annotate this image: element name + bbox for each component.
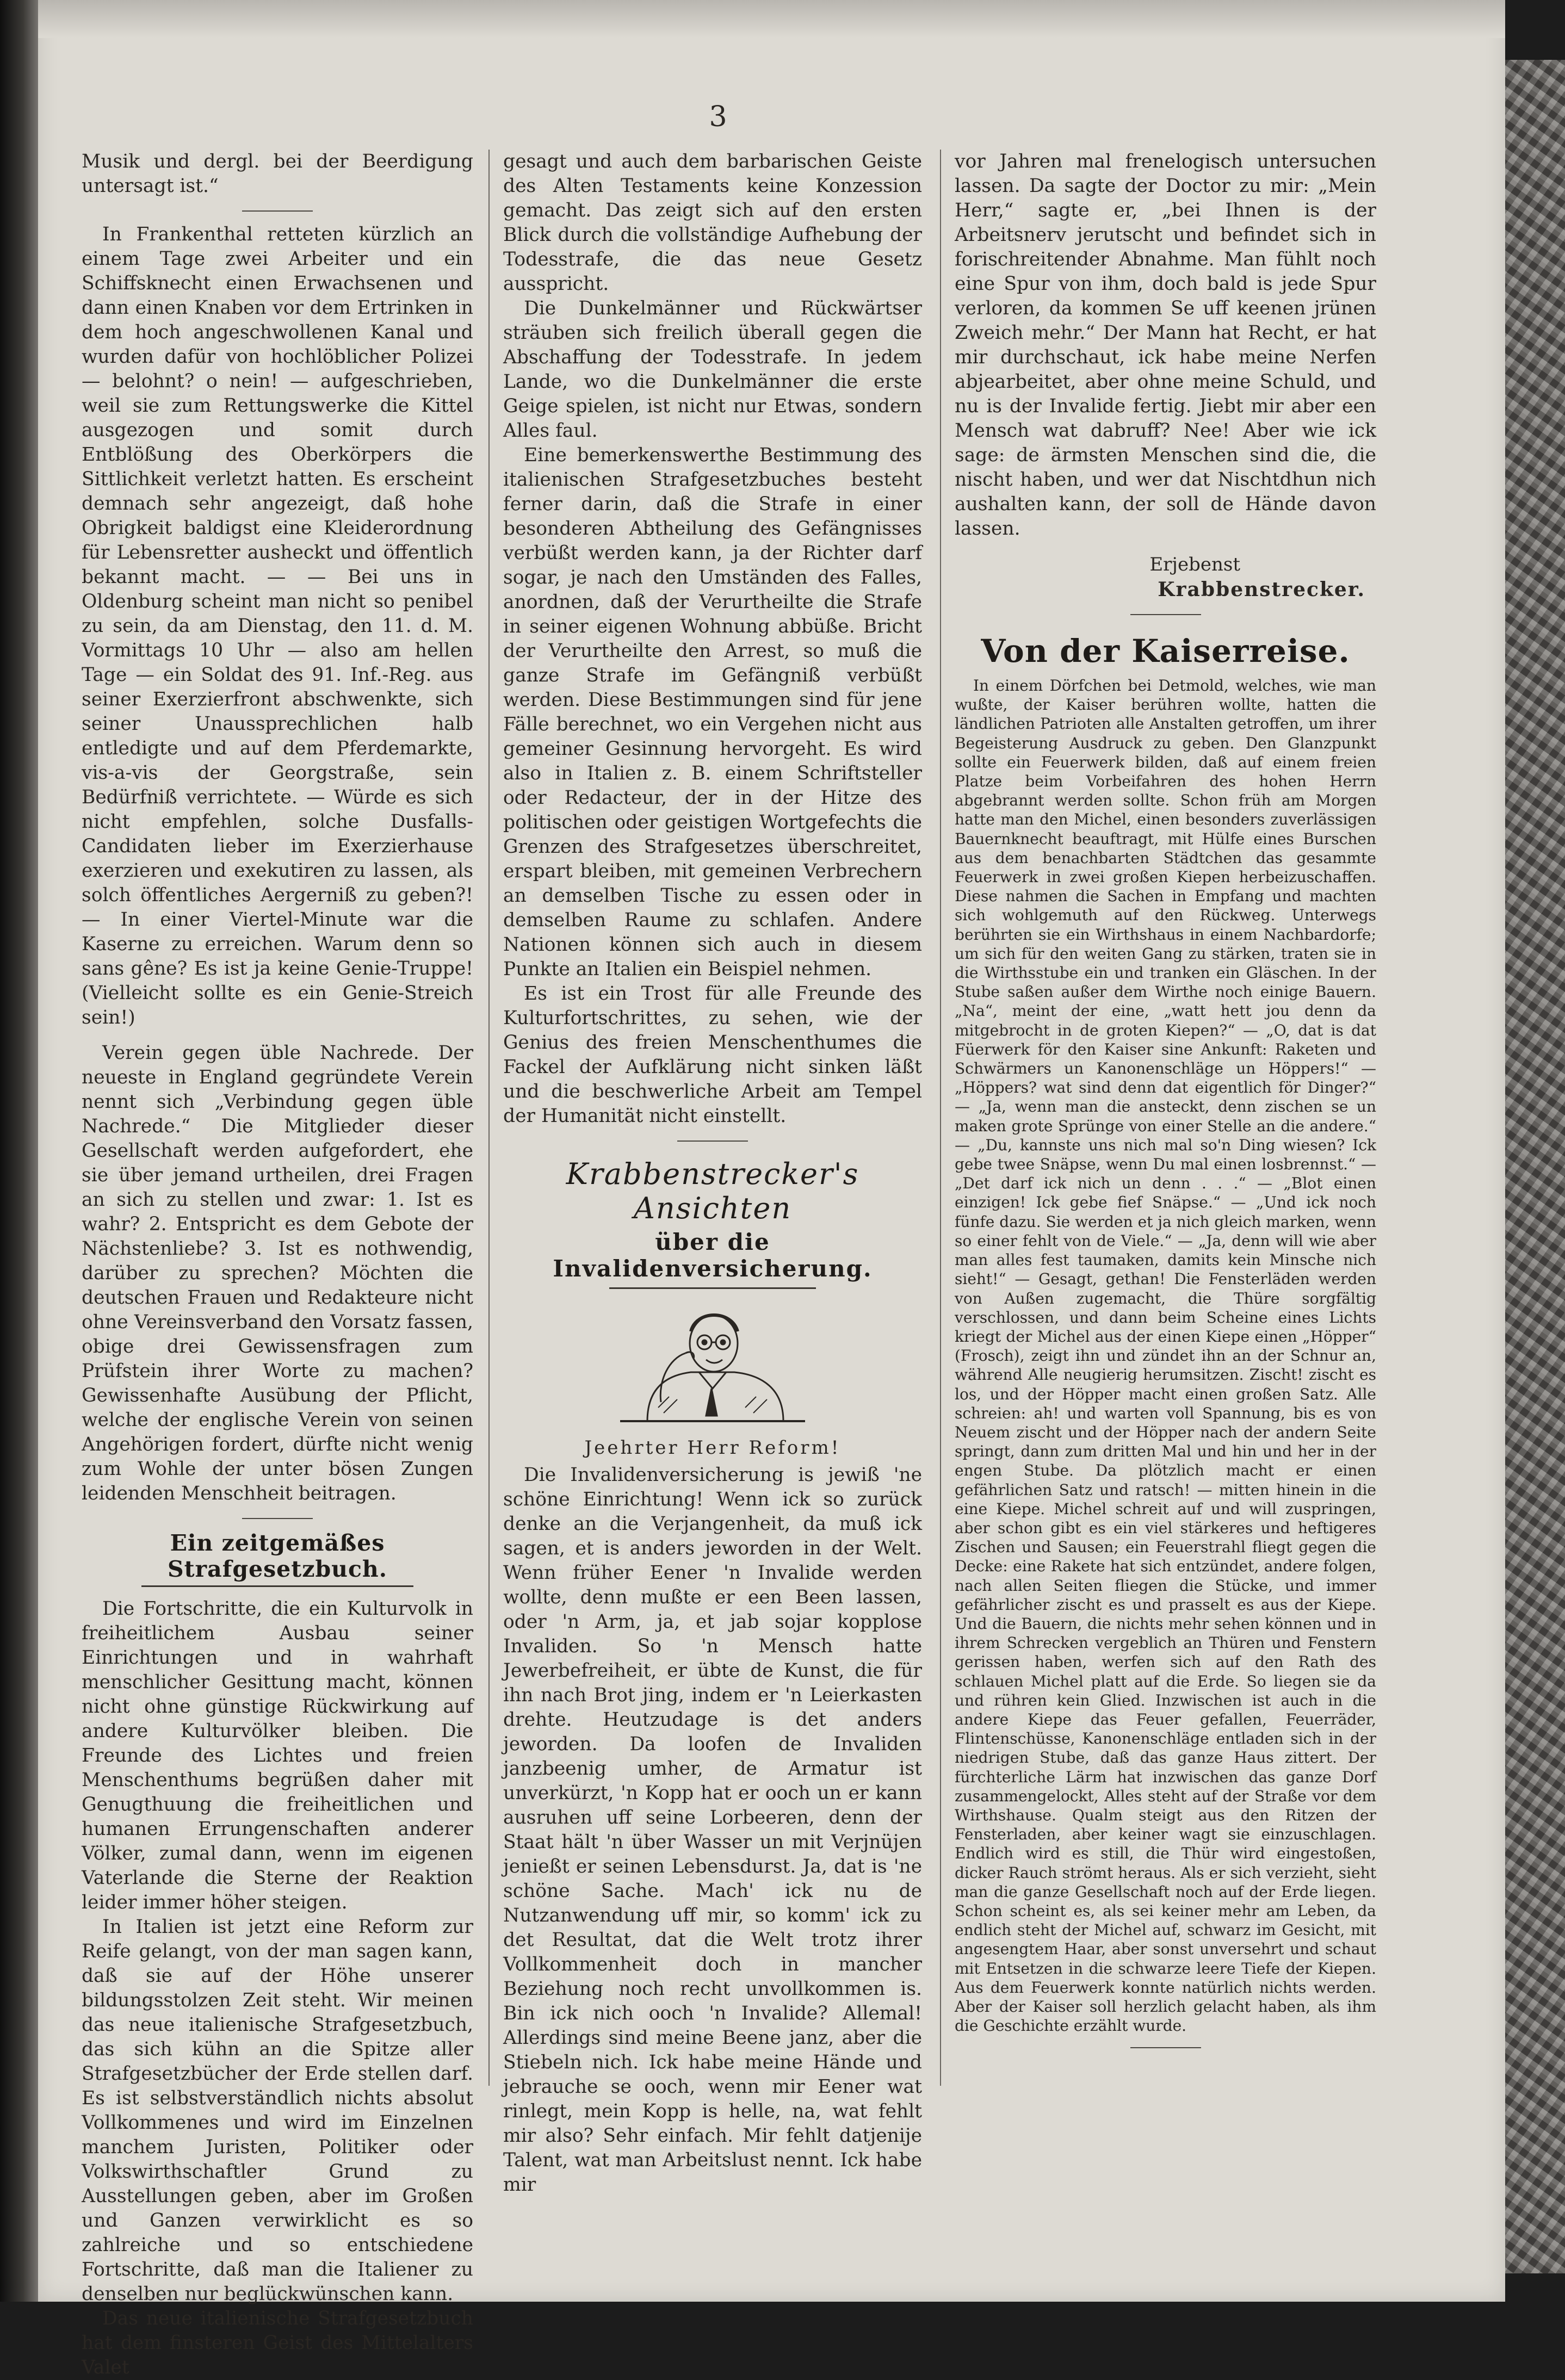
paragraph: gesagt und auch dem barbarischen Geiste des Alten Testaments keine Konzession gemacht. Das zeigt sich auf den ersten Blick durch die vollständige Aufhebung der Todesstrafe, die das neue Gesetz ausspricht. (503, 151, 922, 295)
column-2 (503, 150, 922, 2211)
separator (242, 210, 313, 212)
paragraph-nachrede: Verein gegen üble Nachrede. Der neueste in England gegründete Verein nennt sich „Verbindung gegen üble Nachrede.“ Die Mitglieder dieser Gesellschaft werden aufgefordert, ehe sie über jemand urtheilen, drei Fragen an sich zu stellen und zwar: 1. Ist es wahr? 2. Entspricht es dem Gebote der Nächstenliebe? 3. Ist es nothwendig, darüber zu sprechen? Möchten die deutschen Frauen und Redakteure nicht ohne Vereinsverband den Vorsatz fassen, obige drei Gewissensfragen zum Prüfstein ihrer Worte zu machen? Gewissenhafte Ausübung der Pflicht, welche der englische Verein von seinen Angehörigen fordert, dürfte nicht wenig zum Wohle der unter bösen Zungen leidenden Menschheit beitragen. (82, 1042, 473, 1504)
article-subheading: über die Invalidenversicherung. (553, 1229, 873, 1282)
article-heading: Von der Kaiserreise. (981, 633, 1350, 670)
book-binding (0, 0, 38, 2302)
paragraph: Die Fortschritte, die ein Kulturvolk in freiheitlichem Ausbau seiner Einrichtungen und in wahrhaft menschlicher Gesittung macht, können nicht ohne günstige Rückwirkung auf andere Kulturvölker bleiben. Die Freunde des Lichtes und freien Menschenthums begrüßen daher mit Genugthuung die freiheitlichen und humanen Errungenschaften anderer Völker, zumal dann, wenn im eigenen Vaterlande die Sterne der Reaktion leider immer höher steigen. (82, 1598, 473, 1913)
separator (242, 1518, 313, 1519)
paragraph: Die Dunkelmänner und Rückwärtser sträuben sich freilich überall gegen die Abschaffung der Todesstrafe. In jedem Lande, wo die Dunkelmänner die erste Geige spielen, ist nicht nur Etwas, sondern Alles faul. (503, 298, 922, 442)
paragraph-frankenthal: In Frankenthal retteten kürzlich an einem Tage zwei Arbeiter und ein Schiffsknecht einen Erwachsenen und dann einen Knaben vor dem Ertrinken in dem hoch angeschwollenen Kanal und wurden dafür von hochlöblicher Polizei — belohnt? o nein! — aufgeschrieben, weil sie zum Rettungswerke die Kittel ausgezogen und somit durch Entblößung des Oberkörpers die Sittlichkeit verletzt hatten. Es erscheint demnach sehr angezeigt, daß hohe Obrigkeit baldigst eine Kleiderordnung für Lebensretter ausheckt und öffentlich bekannt macht. — — Bei uns in Oldenburg scheint man nicht so penibel zu sein, da am Dienstag, den 11. d. M. Vormittags 10 Uhr — also am hellen Tage — ein Soldat des 91. Inf.-Reg. aus seiner Exerzierfront abschwenkte, sich seiner Unaussprechlichen halb entledigte und auf dem Pferdemarkte, vis-a-vis der Georgstraße, sein Bedürfniß verrichtete. — Würde es sich nicht empfehlen, solche Dusfalls-Candidaten lieber im Exerzierhause exerzieren und exekutiren zu lassen, als solch öffentliches Aergerniß zu geben?! — In einer Viertel-Minute war die Kaserne zu erreichen. Warum denn so sans gêne? Es ist ja keine Genie-Truppe! (Vielleicht sollte es ein Genie-Streich sein!) (82, 224, 473, 1028)
paragraph: Musik und dergl. bei der Beerdigung untersagt ist.“ (82, 151, 473, 197)
marbled-endpaper (1505, 60, 1565, 2273)
paragraph: vor Jahren mal frenelogisch untersuchen lassen. Da sagte der Doctor zu mir: „Mein Herr,“ sagte er, „bei Ihnen is der Arbeitsnerv jerutscht und befindet sich in forischreitender Abnahme. Man fühlt noch eine Spur von ihm, doch bald is jede Spur verloren, da kommen Se uff keenen jrünen Zweich mehr.“ Der Mann hat Recht, er hat mir durchschaut, ick habe meine Nerfen abjearbeitet, aber ohne meine Schuld, und nu is der Invalide fertig. Jiebt mir aber een Mensch wat dabruff? Nee! Aber wie ick sage: de ärmsten Menschen sind die, die nischt haben, und wer dat Nischtdhun nich aushalten kann, der soll de Hände davon lassen. (955, 151, 1376, 540)
column-rule (940, 150, 941, 2086)
paragraph: Das neue italienische Strafgesetzbuch hat dem finsteren Geist des Mittelalters Valet (82, 2308, 473, 2378)
paragraph: Es ist ein Trost für alle Freunde des Kulturfortschrittes, zu sehen, wie der Genius des freien Menschenthumes die Fackel der Aufklärung nicht sinken läßt und die beschwerliche Arbeit am Tempel der Humanität nicht einstellt. (503, 983, 922, 1127)
heading-underline (609, 1287, 816, 1289)
paragraph-kaiserreise: In einem Dörfchen bei Detmold, welches, wie man wußte, der Kaiser berühren wollte, hatten die ländlichen Patrioten alle Anstalten getroffen, um ihrer Begeisterung Ausdruck zu geben. Den Glanzpunkt sollte ein Feuerwerk bilden, daß auf einem freien Platze beim Vorbeifahren des hohen Herrn abgebrannt werden sollte. Schon früh am Morgen hatte man den Michel, einen besonders zuverlässigen Bauernknecht beauftragt, mit Hülfe eines Burschen aus dem benachbarten Städtchen das gesammte Feuerwerk in zwei großen Kiepen herbeizuschaffen. Diese nahmen die Sachen in Empfang und machten sich wohlgemuth auf den Rückweg. Unterwegs berührten sie ein Wirthshaus in einem Nachbardorfe; um sich für den weiten Gang zu stärken, traten sie in die Wirthsstube ein und tranken ein Gläschen. In der Stube saßen außer dem Wirthe noch einige Bauern. „Na“, meint der eine, „watt hett jou denn da mitgebrocht in de groten Kiepen?“ — „O, dat is dat Füerwerk för den Kaiser sine Ankunft: Raketen und Schwärmers un Kanonenschläge un Höppers!“ — „Höppers? wat sind denn dat eigentlich för Dinger?“ — „Ja, wenn man die ansteckt, denn zischen se un maken grote Sprünge von einer Stelle an die andere.“ — „Du, kannste uns nich mal so'n Ding wiesen? Ick gebe twee Snäpse, wenn Du mal einen losbrennst.“ — „Det darf ick nich un denn . . .“ — „Blot einen einzigen! Ick gebe fief Snäpse.“ — „Und ick noch fünfe dazu. Sie werden et ja nich gleich marken, wenn so einer fehlt von de Viele.“ — „Ja, denn will wie aber man alles fest taumaken, damits kein Minsche nich sieht!“ — Gesagt, gethan! Die Fensterläden werden von Außen zugemacht, die Thüre sorgfältig verschlossen, und dann beim Scheine eines Lichts kriegt der Michel aus der einen Kiepe einen „Höpper“ (Frosch), zeigt ihn und zündet ihn an der Schnur an, während Alle neugierig herumsitzen. Zischt! zischt es los, und der Höpper macht einen großen Satz. Alle schreien: ah! und warten voll Spannung, bis es von Neuem zischt und der Höpper nach der andern Seite springt, dann zum dritten Mal und hin und her in der engen Stube. Da plötzlich macht er einen gefährlichen Satz und ratsch! — mitten hinein in die eine Kiepe. Michel schreit auf und will zuspringen, aber schon gibt es ein viel stärkeres und heftigeres Zischen und Sausen; ein Feuerstrahl fliegt gegen die Decke: eine Rakete hat sich entzündet, andere folgen, nach allen Seiten fliegen die Stücke, und immer gefährlicher zischt es und prasselt es aus der Kiepe. Und die Bauern, die nichts mehr sehen können und in ihrem Schrecken vergeblich an Thüren und Fenstern gerissen haben, werfen sich auf den Rath des schlauen Michel platt auf die Erde. So liegen sie da und rühren kein Glied. Inzwischen ist auch in die andere Kiepe das Feuer gefallen, Feuerräder, Flintenschüsse, Kanonenschläge entladen sich in der niedrigen Stube, daß das ganze Haus zittert. Der fürchterliche Lärm hat inzwischen das ganze Dorf zusammengelockt, Alles steht auf der Straße vor dem Wirthshause. Qualm steigt aus den Ritzen der Fensterladen, aber keiner wagt sie einzuschlagen. Endlich wird es still, die Thür wird eingestoßen, dicker Rauch strömt heraus. Als er sich verzieht, sieht man die ganze Gesellschaft noch auf der Erde liegen. Schon scheint es, als sei keiner mehr am Leben, da endlich steht der Michel auf, schwarz im Gesicht, mit angesengtem Haar, aber sonst unversehrt und schaut mit Entsetzen in die schwarze leere Tiefe der Kiepen. Aus dem Feuerwerk konnte natürlich nichts werden. Aber der Kaiser soll herzlich gelacht haben, als ihm die Geschichte erzählt wurde. (955, 677, 1376, 2035)
separator (1130, 614, 1201, 615)
column-rule (488, 150, 490, 2086)
paragraph: In Italien ist jetzt eine Reform zur Reife gelangt, von der man sagen kann, daß sie auf der Höhe unserer bildungsstolzen Zeit steht. Wir meinen das neue italienische Strafgesetzbuch, das sich kühn an die Spitze aller Strafgesetzbücher der Erde stellen darf. Es ist selbstverständlich nichts absolut Vollkommenes und wird im Einzelnen manchem Juristen, Politiker oder Volkswirthschaftler Grund zu Ausstellungen geben, aber im Großen und Ganzen verwirklicht es so zahlreiche und so entschiedene Fortschritte, daß man die Italiener zu denselben nur beglückwünschen kann. (82, 1916, 473, 2305)
letter-signoff (955, 552, 1376, 602)
caricature-illustration (609, 1299, 816, 1429)
letter-closing: Erjebenst (1149, 554, 1240, 575)
paragraph: Die Invalidenversicherung is jewiß 'ne schöne Einrichtung! Wenn ick so zurück denke an die Verjangenheit, da muß ick sagen, et is anders jeworden in der Welt. Wenn früher Eener 'n Invalide werden wollte, denn mußte er een Been lassen, oder 'n Arm, ja, et jab sojar kopplose Invaliden. So 'n Mensch hatte Jewerbefreiheit, er übte de Kunst, die für ihn nach Brot jing, indem er 'n Leierkasten drehte. Heutzudage is det anders jeworden. Da loofen de Invaliden janzbeenig umher, de Armatur ist unverkürzt, 'n Kopp hat er ooch un er kann ausruhen uff seine Lorbeeren, denn der Staat hält 'n über Wasser un mit Verjnüjen jenießt er seinen Lebensdurst. Ja, dat is 'ne schöne Sache. Mach' ick nu de Nutzanwendung uff mir, so komm' ick zu det Resultat, dat die Welt trotz ihrer Vollkommenheit doch in mancher Beziehung noch recht unvollkommen is. Bin ick nich ooch 'n Invalide? Allemal! Allerdings sind meine Beene janz, aber die Stiebeln nich. Ick habe meine Hände und jebrauche se ooch, wenn mir Eener wat rinlegt, mein Kopp is helle, na, wat fehlt mir also? Sehr einfach. Mir fehlt datjenije Talent, wat man Arbeitslust nennt. Ick habe mir (503, 1464, 922, 2196)
separator (1130, 2047, 1201, 2048)
letter-signature: Krabbenstrecker. (1158, 578, 1365, 601)
column-1 (82, 150, 473, 2378)
separator (677, 1141, 748, 1142)
column-3 (955, 150, 1376, 2211)
heading-underline (141, 1585, 413, 1587)
paragraph: Eine bemerkenswerthe Bestimmung des italienischen Strafgesetzbuches besteht ferner darin, daß die Strafe in einer besonderen Abtheilung des Gefängnisses verbüßt werden kann, ja der Richter darf sogar, je nach den Umständen des Falles, anordnen, daß der Verurtheilte die Strafe in seiner eigenen Wohnung abbüße. Bricht der Verurtheilte den Arrest, so muß die ganze Strafe im Gefängniß verbüßt werden. Diese Bestimmungen sind für jene Fälle berechnet, wo ein Vergehen nicht aus gemeiner Gesinnung hervorgeht. Es wird also in Italien z. B. einem Schriftsteller oder Redacteur, der in der Hitze des politischen oder geistigen Wortgefechts die Grenzen des Strafgesetzes überschreitet, erspart bleiben, mit gemeinen Verbrechern an demselben Tische zu essen oder in demselben Raume zu schlafen. Andere Nationen können sich auch in diesem Punkte an Italien ein Beispiel nehmen. (503, 444, 922, 980)
page-top-edge (38, 0, 1505, 38)
article-heading: Ein zeitgemäßes Strafgesetzbuch. (167, 1530, 388, 1582)
letter-salutation: Jeehrter Herr Reform! (584, 1437, 841, 1459)
page-number: 3 (709, 101, 727, 133)
article-heading: Krabbenstrecker's Ansichten (566, 1157, 859, 1225)
